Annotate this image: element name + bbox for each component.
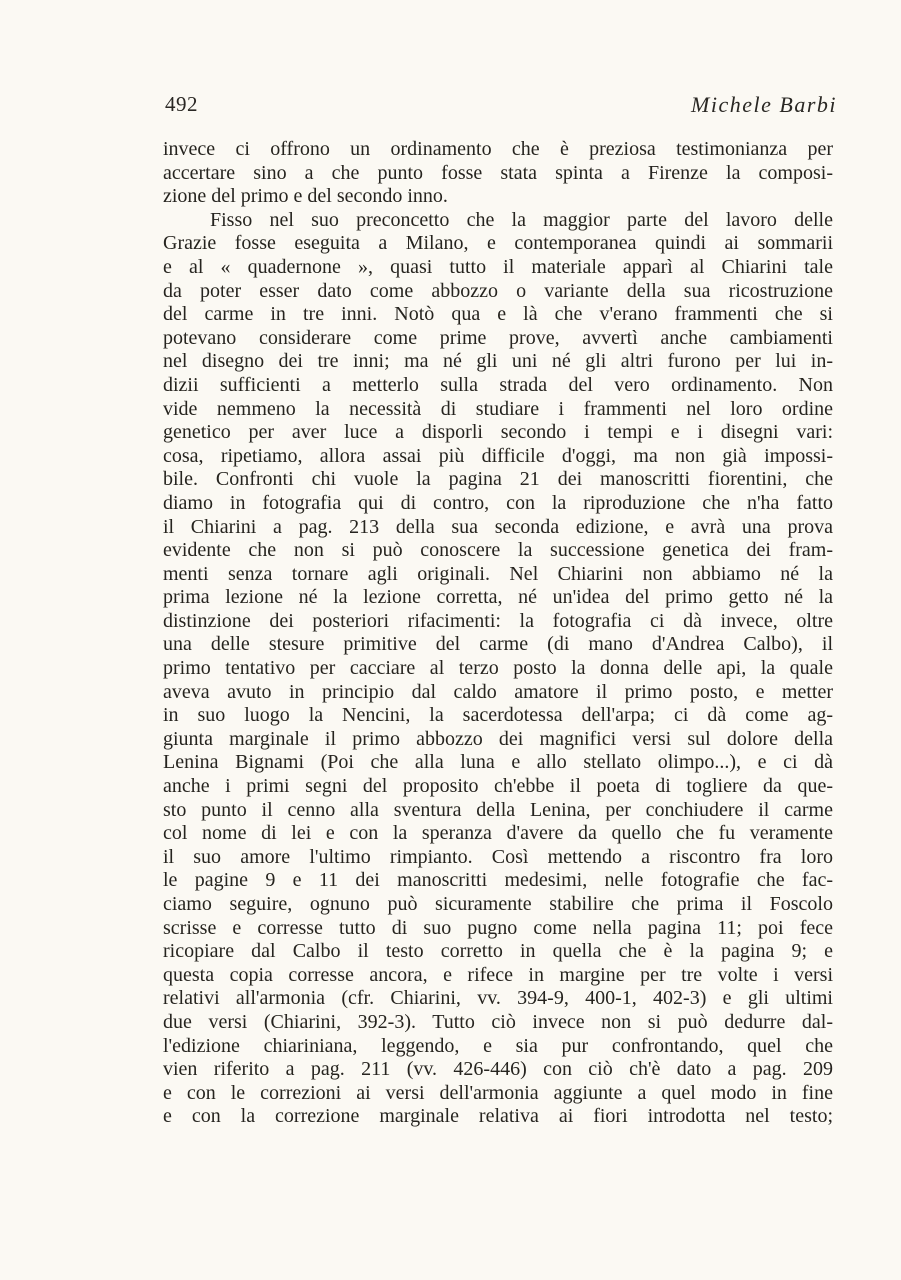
text-line: e con la correzione marginale relativa ai fiori introdotta nel testo; — [163, 1105, 833, 1128]
text-line: l'edizione chiariniana, leggendo, e sia pur confrontando, quel che — [163, 1034, 833, 1057]
text-line: invece ci offrono un ordinamento che è preziosa testimonianza per — [163, 138, 833, 160]
text-line: due versi (Chiarini, 392-3). Tutto ciò invece non si può dedurre dal- — [163, 1010, 833, 1033]
text-line: aveva avuto in principio dal caldo amatore il primo posto, e metter — [163, 680, 833, 703]
text-line: scrisse e corresse tutto di suo pugno come nella pagina 11; poi fece — [163, 916, 833, 939]
body-text — [163, 138, 833, 1129]
text-line: prima lezione né la lezione corretta, né un'idea del primo getto né la — [163, 586, 833, 609]
text-line: giunta marginale il primo abbozzo dei magnifici versi sul dolore della — [163, 727, 833, 750]
text-line: cosa, ripetiamo, allora assai più difficile d'oggi, ma non già impossi- — [163, 444, 833, 467]
text-line: Grazie fosse eseguita a Milano, e contemporanea quindi ai sommarii — [163, 232, 833, 255]
text-line: il Chiarini a pag. 213 della sua seconda edizione, e avrà una prova — [163, 515, 833, 538]
text-line: Lenina Bignami (Poi che alla luna e allo stellato olimpo...), e ci dà — [163, 751, 833, 774]
text-line: zione del primo e del secondo inno. — [163, 185, 448, 208]
text-line: menti senza tornare agli originali. Nel Chiarini non abbiamo né la — [163, 562, 833, 585]
text-line: del carme in tre inni. Notò qua e là che v'erano frammenti che si — [163, 303, 833, 326]
page-number: 492 — [165, 92, 198, 116]
text-line: e al « quadernone », quasi tutto il materiale apparì al Chiarini tale — [163, 255, 833, 278]
text-line: vien riferito a pag. 211 (vv. 426-446) con ciò ch'è dato a pag. 209 — [163, 1058, 833, 1081]
text-line: il suo amore l'ultimo rimpianto. Così mettendo a riscontro fra loro — [163, 845, 833, 868]
text-line: potevano considerare come prime prove, avvertì anche cambiamenti — [163, 326, 833, 349]
text-line: le pagine 9 e 11 dei manoscritti medesimi, nelle fotografie che fac- — [163, 869, 833, 892]
text-line: sto punto il cenno alla sventura della Lenina, per conchiudere il carme — [163, 798, 833, 821]
text-line: anche i primi segni del proposito ch'ebbe il poeta di togliere da que- — [163, 775, 833, 798]
text-line: in suo luogo la Nencini, la sacerdotessa dell'arpa; ci dà come ag- — [163, 704, 833, 727]
text-line: col nome di lei e con la speranza d'avere da quello che fu veramente — [163, 822, 833, 845]
text-line: ricopiare dal Calbo il testo corretto in quella che è la pagina 9; e — [163, 940, 833, 963]
text-line: genetico per aver luce a disporli secondo i tempi e i disegni vari: — [163, 421, 833, 444]
page-header — [165, 92, 837, 122]
text-line: primo tentativo per cacciare al terzo posto la donna delle api, la quale — [163, 657, 833, 680]
text-line: Fisso nel suo preconcetto che la maggior parte del lavoro delle — [210, 208, 833, 231]
text-line: relativi all'armonia (cfr. Chiarini, vv. 394-9, 400-1, 402-3) e gli ultimi — [163, 987, 833, 1010]
text-line: da poter esser dato come abbozzo o variante della sua ricostruzione — [163, 279, 833, 302]
text-line: evidente che non si può conoscere la successione genetica dei fram- — [163, 539, 833, 562]
text-line: una delle stesure primitive del carme (di mano d'Andrea Calbo), il — [163, 633, 833, 656]
running-head-author: Michele Barbi — [691, 92, 837, 117]
text-line: questa copia corresse ancora, e rifece in margine per tre volte i versi — [163, 963, 833, 986]
text-line: e con le correzioni ai versi dell'armonia aggiunte a quel modo in fine — [163, 1081, 833, 1104]
text-line: accertare sino a che punto fosse stata spinta a Firenze la composi- — [163, 161, 833, 184]
text-line: ciamo seguire, ognuno può sicuramente stabilire che prima il Foscolo — [163, 893, 833, 915]
text-line: vide nemmeno la necessità di studiare i frammenti nel loro ordine — [163, 397, 833, 420]
text-line: dizii sufficienti a metterlo sulla strada del vero ordinamento. Non — [163, 373, 833, 396]
text-line: bile. Confronti chi vuole la pagina 21 dei manoscritti fiorentini, che — [163, 468, 833, 491]
text-line: diamo in fotografia qui di contro, con la riproduzione che n'ha fatto — [163, 491, 833, 514]
text-line: nel disegno dei tre inni; ma né gli uni né gli altri furono per lui in- — [163, 350, 833, 373]
text-line: distinzione dei posteriori rifacimenti: la fotografia ci dà invece, oltre — [163, 609, 833, 632]
